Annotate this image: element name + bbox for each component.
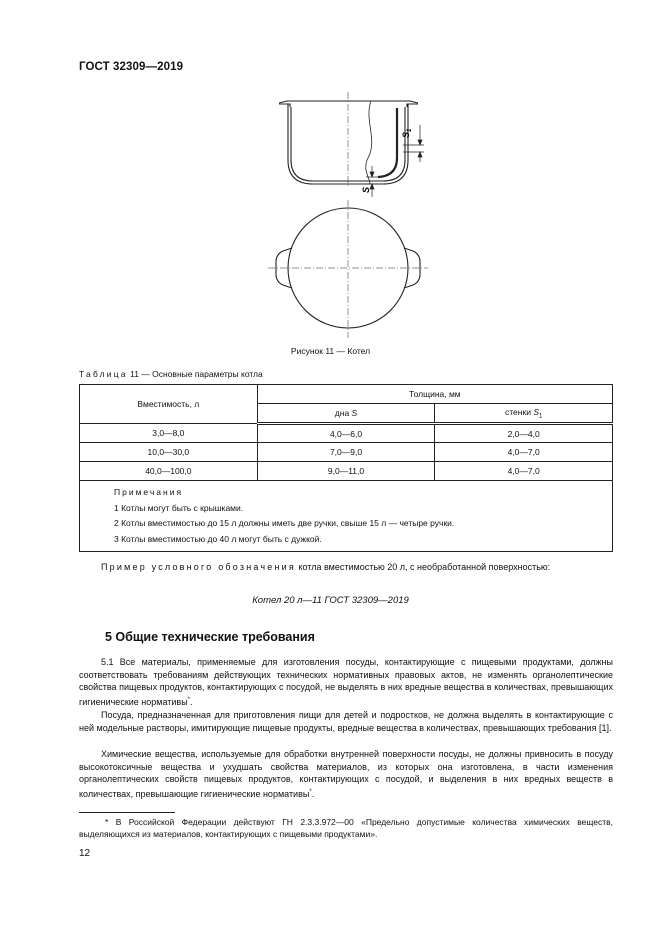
note-item: 2 Котлы вместимостью до 15 л должны иметь две ручки, свыше 15 л — четыре ручки. — [114, 518, 455, 528]
note-item: 1 Котлы могут быть с крышками. — [114, 502, 244, 513]
header-bottom — [257, 404, 435, 424]
table-row — [80, 424, 613, 443]
document-code: ГОСТ 32309—2019 — [79, 61, 184, 73]
header-wall — [435, 404, 613, 424]
example-paragraph — [79, 561, 613, 574]
paragraph-chemicals-text: Химические вещества, используемые для обработки внутренней поверхности посуды, не должны привносить в посуду высокотоксичные вещества и ухудшать свойства материалов, из которых она изготовлена, в части изменения органолептических свойств пищевых продуктов, контактирующих с посудой, и выделения в них вредных веществ в количествах, превышающие гигиенические нормативы — [79, 749, 613, 799]
table-caption — [79, 369, 263, 379]
paragraph-5-1 — [79, 656, 613, 708]
paragraph-end: . — [190, 696, 193, 707]
header-wall-subscript: 1 — [538, 413, 543, 420]
cell-bottom: 7,0—9,0 — [257, 443, 435, 462]
example-text: котла вместимостью 20 л, с необработанной поверхностью: — [295, 562, 551, 572]
figure-caption: Рисунок 11 — Котел — [290, 346, 371, 356]
cell-capacity: 10,0—30,0 — [80, 443, 258, 462]
header-bottom-symbol: S — [351, 408, 358, 418]
s1-subscript: 1 — [407, 128, 413, 132]
cell-bottom: 4,0—6,0 — [257, 424, 435, 443]
footnote-divider — [79, 812, 175, 813]
s-label: S — [361, 186, 371, 193]
paragraph-end: . — [311, 788, 315, 799]
cell-capacity: 3,0—8,0 — [80, 424, 258, 443]
header-wall-label: стенки — [505, 406, 534, 417]
pot-drawing — [262, 92, 462, 340]
cell-wall: 4,0—7,0 — [435, 462, 613, 481]
paragraph-children: Посуда, предназначенная для приготовления пищи для детей и подростков, не должна выделять в контактирующие с ней модельные растворы, имитирующие пищевые продукты, вредные вещества в количествах, превышающих требования [1]. — [79, 710, 613, 733]
header-capacity: Вместимость, л — [80, 385, 258, 424]
section-title: 5 Общие технические требования — [105, 630, 315, 644]
boiler-parameters-table — [79, 384, 613, 552]
cell-bottom: 9,0—11,0 — [257, 462, 435, 481]
notes-title: Примечания — [114, 487, 184, 497]
footnote-mark: * — [309, 788, 312, 795]
header-thickness: Толщина, мм — [257, 385, 612, 404]
example-lead: Пример условного обозначения — [101, 562, 296, 572]
paragraph-5-1-text: 5.1 Все материалы, применяемые для изготовления посуды, контактирующие с пищевыми продуктами, должны соответствовать требованиям действующих технических нормативных правовых актов, не изменять органолептические свойства пищевых продуктов, контактирующих с посудой, не выделять в них вредные вещества в количествах, превышающих гигиенические нормативы — [79, 657, 613, 707]
table-notes — [80, 481, 613, 552]
example-designation: Котел 20 л—11 ГОСТ 32309—2019 — [252, 595, 409, 606]
table-caption-label: Таблица — [79, 369, 128, 379]
cell-capacity: 40,0—100,0 — [80, 462, 258, 481]
s1-label: S — [401, 131, 411, 138]
header-wall-symbol: S — [533, 406, 539, 417]
cell-wall: 2,0—4,0 — [435, 424, 613, 443]
footnote: * В Российской Федерации действуют ГН 2.3.3.972—00 «Предельно допустимые количества химических веществ, выделяющихся из материалов, контактирующих с пищевыми продуктами». — [79, 817, 613, 839]
footnote-mark: * — [187, 696, 191, 703]
table-row — [80, 462, 613, 481]
table-row — [80, 443, 613, 462]
header-bottom-label: дна — [334, 408, 352, 418]
note-item: 3 Котлы вместимостью до 40 л могут быть с дужкой. — [114, 533, 322, 544]
page-number: 12 — [79, 848, 91, 859]
svg-text:S1 — [401, 128, 413, 138]
cell-wall: 4,0—7,0 — [435, 443, 613, 462]
table-caption-text: 11 — Основные параметры котла — [127, 369, 263, 379]
paragraph-chemicals — [79, 748, 613, 800]
